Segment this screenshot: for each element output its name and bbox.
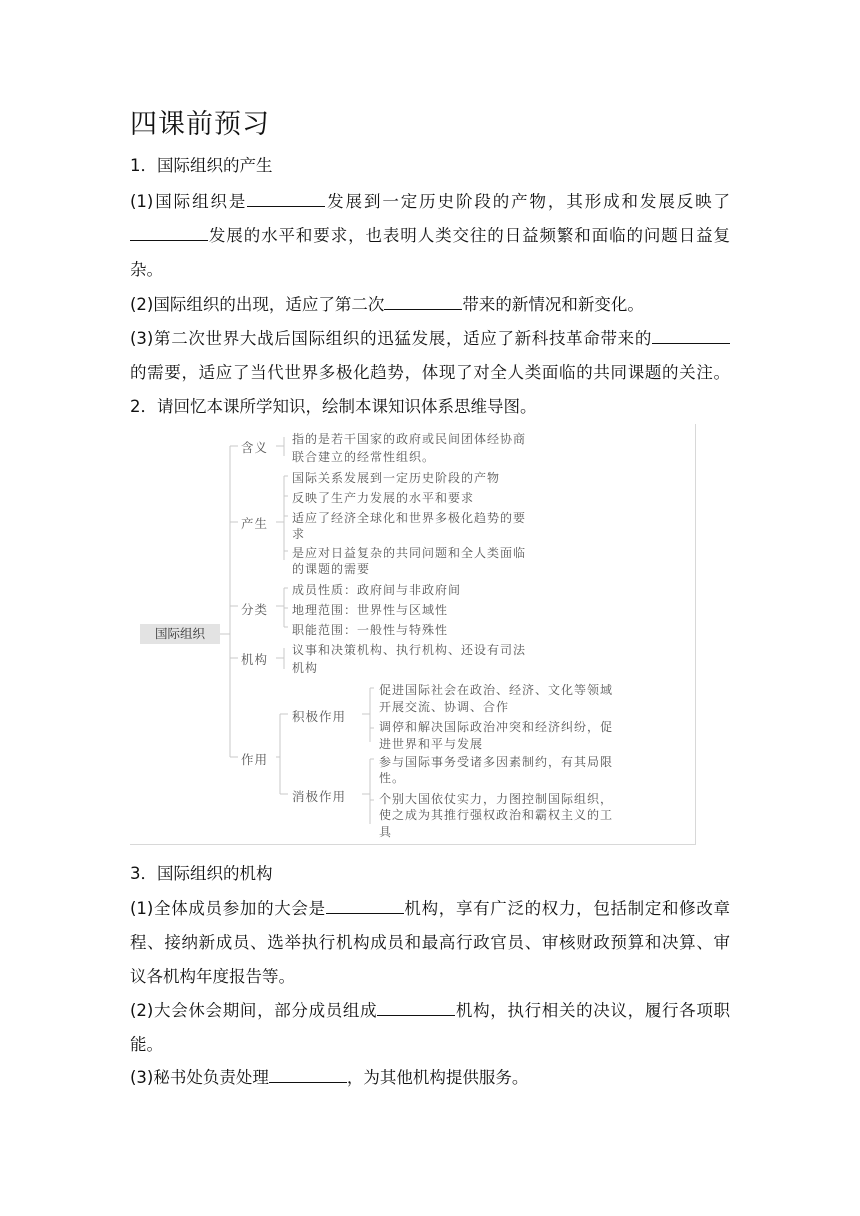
s1-p3-text-a: (3)第二次世界大战后国际组织的迅猛发展，适应了新科技革命带来的 xyxy=(130,329,652,348)
section1-heading: 1．国际组织的产生 xyxy=(130,156,273,175)
zuoyong-negative-label: 消极作用 xyxy=(292,789,347,804)
s1-p3-line1 xyxy=(130,325,730,349)
section2-heading: 2．请回忆本课所学知识，绘制本课知识体系思维导图。 xyxy=(130,397,537,416)
fill-blank[interactable] xyxy=(130,226,208,241)
chansheng-item: 国际关系发展到一定历史阶段的产物 xyxy=(292,471,501,485)
s1-p1-text-b: 发展到一定历史阶段的产物，其形成和发展反映了 xyxy=(325,192,731,211)
s3-p2-line1 xyxy=(130,997,730,1021)
branch-jigou: 机构 xyxy=(241,652,269,667)
s1-p1-line3: 杂。 xyxy=(130,260,163,279)
jigou-item: 机构 xyxy=(292,661,319,675)
s1-p2-text-b: 带来的新情况和新变化。 xyxy=(462,295,644,314)
fill-blank[interactable] xyxy=(326,899,404,914)
branch-fenlei: 分类 xyxy=(241,602,269,617)
zuoyong-positive-label: 积极作用 xyxy=(292,709,347,724)
positive-item: 调停和解决国际政治冲突和经济纠纷，促 xyxy=(379,720,614,734)
s3-p1-line3: 议各机构年度报告等。 xyxy=(130,967,295,986)
negative-item: 个别大国依仗实力，力图控制国际组织， xyxy=(379,792,614,806)
mind-map xyxy=(130,424,696,845)
s3-p3 xyxy=(130,1064,528,1088)
negative-item: 性。 xyxy=(379,771,406,785)
chansheng-item: 反映了生产力发展的水平和要求 xyxy=(292,491,475,505)
hanyi-item: 联合建立的经常性组织。 xyxy=(292,450,436,464)
chansheng-item: 求 xyxy=(292,527,306,541)
negative-item: 参与国际事务受诸多因素制约，有其局限 xyxy=(379,755,614,769)
s3-p1-line1 xyxy=(130,895,730,919)
fenlei-item: 职能范围：一般性与特殊性 xyxy=(292,623,449,637)
fill-blank[interactable] xyxy=(384,295,462,310)
negative-item: 具 xyxy=(379,825,393,839)
positive-item: 促进国际社会在政治、经济、文化等领域 xyxy=(379,683,614,697)
section3-heading: 3．国际组织的机构 xyxy=(130,864,273,883)
hanyi-item: 指的是若干国家的政府或民间团体经协商 xyxy=(292,432,527,446)
branch-chansheng: 产生 xyxy=(241,516,269,531)
s1-p1-line2 xyxy=(130,222,730,246)
s3-p1-text-a: (1)全体成员参加的大会是 xyxy=(130,899,326,918)
chansheng-item: 是应对日益复杂的共同问题和全人类面临 xyxy=(292,546,527,560)
fill-blank[interactable] xyxy=(377,1001,455,1016)
jigou-item: 议事和决策机构、执行机构、还设有司法 xyxy=(292,643,527,657)
s1-p1-text-a: (1)国际组织是 xyxy=(130,192,248,211)
s3-p2-text-a: (2)大会休会期间，部分成员组成 xyxy=(130,1001,378,1020)
s3-p1-line2: 程、接纳新成员、选举执行机构成员和最高行政官员、审核财政预算和决算、审 xyxy=(130,933,730,952)
s1-p2-text-a: (2)国际组织的出现，适应了第二次 xyxy=(130,295,385,314)
fill-blank[interactable] xyxy=(247,192,325,207)
branch-hanyi: 含义 xyxy=(241,440,269,455)
s1-p2 xyxy=(130,291,644,315)
chansheng-item: 的课题的需要 xyxy=(292,562,371,576)
positive-item: 开展交流、协调、合作 xyxy=(379,700,510,714)
s3-p3-text-a: (3)秘书处负责处理 xyxy=(130,1068,269,1087)
s3-p2-line2: 能。 xyxy=(130,1035,163,1054)
s1-p1-line1 xyxy=(130,188,730,212)
negative-item: 使之成为其推行强权政治和霸权主义的工 xyxy=(379,808,614,822)
fill-blank[interactable] xyxy=(269,1068,347,1083)
branch-zuoyong: 作用 xyxy=(241,752,269,767)
positive-item: 进世界和平与发展 xyxy=(379,737,484,751)
s3-p1-text-b: 机构，享有广泛的权力，包括制定和修改章 xyxy=(403,899,731,918)
fenlei-item: 成员性质：政府间与非政府间 xyxy=(292,583,462,597)
fill-blank[interactable] xyxy=(652,329,730,344)
s3-p2-text-b: 机构，执行相关的决议，履行各项职 xyxy=(455,1001,730,1020)
page-title: 四课前预习 xyxy=(130,109,270,140)
s1-p3-line2: 的需要，适应了当代世界多极化趋势，体现了对全人类面临的共同课题的关注。 xyxy=(130,363,730,382)
s3-p3-text-b: ，为其他机构提供服务。 xyxy=(346,1068,529,1087)
mind-map-root: 国际组织 xyxy=(140,624,220,644)
fenlei-item: 地理范围：世界性与区域性 xyxy=(292,603,449,617)
chansheng-item: 适应了经济全球化和世界多极化趋势的要 xyxy=(292,511,527,525)
s1-p1-text-c: 发展的水平和要求，也表明人类交往的日益频繁和面临的问题日益复 xyxy=(208,226,730,245)
